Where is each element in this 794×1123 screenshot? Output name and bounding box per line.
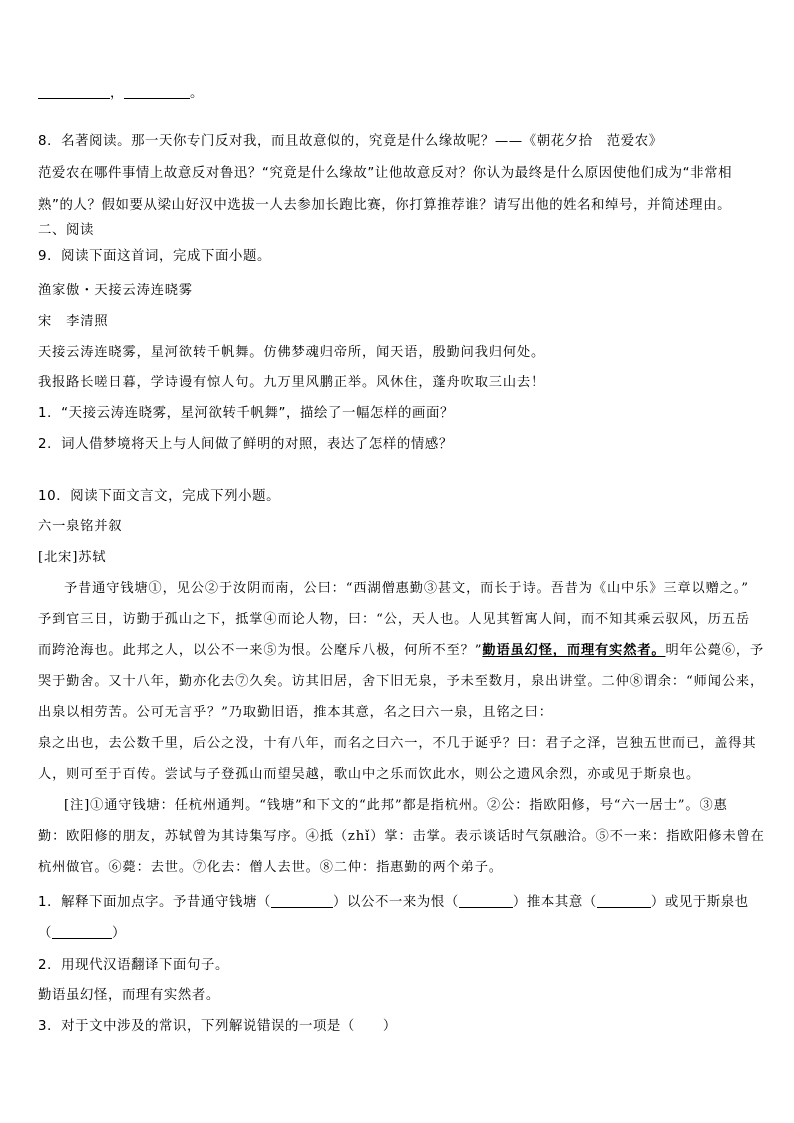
answer-blank[interactable] <box>271 893 333 908</box>
passage-line: 出泉以相劳苦。公可无言乎？”乃取勤旧语，推本其意，名之曰六一泉，且铭之曰： <box>38 705 553 720</box>
footnote-line: 勤：欧阳修的朋友，苏轼曾为其诗集写序。④抵（zhǐ）掌：击掌。表示谈话时气氛融洽。⑤不一来：指欧阳修未曾在 <box>38 829 765 844</box>
q9-sub-question: 1．“天接云涛连晓雾，星河欲转千帆舞”，描绘了一幅怎样的画面？ <box>38 406 454 421</box>
poem-line: 我报路长嗟日暮，学诗谩有惊人句。九万里风鹏正举。风休住，蓬舟吹取三山去！ <box>38 375 546 390</box>
poem-author: 宋 李清照 <box>38 314 109 329</box>
passage-line: 哭于勤舍。又十八年，勤亦化去⑦久矣。访其旧居，舍下旧无泉，予未至数月，泉出讲堂。二仲⑧谓余：“师闻公来， <box>38 674 765 689</box>
footnote-line: 杭州做官。⑥薨：去世。⑦化去：僧人去世。⑧二仲：指惠勤的两个弟子。 <box>38 860 503 875</box>
q10-sub-question-2: 2．用现代汉语翻译下面句子。 <box>38 958 229 973</box>
answer-blank[interactable] <box>459 893 513 908</box>
footnote-line: [注]①通守钱塘：任杭州通判。“钱塘”和下文的“此邦”都是指杭州。②公：指欧阳修，号“六一居士”。③惠 <box>64 798 728 813</box>
poem-line: 天接云涛连晓雾，星河欲转千帆舞。仿佛梦魂归帝所，闻天语，殷勤问我归何处。 <box>38 345 546 360</box>
q10-sub-question-1: 1．解释下面加点字。予昔通守钱塘（ ）以公不一来为恨（ ）推本其意（ ）或见于斯泉也 <box>38 895 749 910</box>
q10-sub-question-3: 3．对于文中涉及的常识，下列解说错误的一项是（ ） <box>38 1019 397 1034</box>
q8-question-line: 范爱农在哪件事情上故意反对鲁迅？“究竟是什么缘故”让他故意反对？你认为最终是什么原因使他们成为“非常相 <box>38 166 733 181</box>
answer-blank[interactable] <box>38 84 110 99</box>
q8-question-line: 熟”的人？假如要从梁山好汉中选拔一人去参加长跑比赛，你打算推荐谁？请写出他的姓名和绰号，并简述理由。 <box>38 198 732 213</box>
q7-answer-line: ， 。 <box>38 84 764 104</box>
passage-line: 予到官三日，访勤于孤山之下，抵掌④而论人物，曰：“公，天人也。人见其暂寓人间，而不知其乘云驭风，历五岳 <box>38 612 751 627</box>
q8-stem: 8．名著阅读。那一天你专门反对我，而且故意似的，究竟是什么缘故呢？——《朝花夕拾 范爱农》 <box>38 134 663 149</box>
q9-intro: 9．阅读下面这首词，完成下面小题。 <box>38 249 271 264</box>
q9-sub-question: 2．词人借梦境将天上与人间做了鲜明的对照，表达了怎样的情感？ <box>38 437 453 452</box>
q10-sub-question-1-cont: （ ） <box>38 926 126 941</box>
passage-author: [北宋]苏轼 <box>38 550 107 565</box>
passage-line: 予昔通守钱塘①，见公②于汝阴而南，公曰：“西湖僧惠勤③甚文，而长于诗。吾昔为《山中乐》三章以赠之。” <box>64 581 749 596</box>
answer-blank[interactable] <box>124 84 190 99</box>
answer-blank[interactable] <box>597 893 651 908</box>
section-heading: 二、阅读 <box>38 223 94 238</box>
q10-intro: 10．阅读下面文言文，完成下列小题。 <box>38 489 281 504</box>
underlined-sentence: 勤语虽幻怪，而理有实然者。 <box>482 643 666 658</box>
poem-title: 渔家傲・天接云涛连晓雾 <box>38 283 193 298</box>
passage-line: 人，则可至于百传。尝试与子登孤山而望吴越，歌山中之乐而饮此水，则公之遗风余烈，亦或见于斯泉也。 <box>38 767 701 782</box>
translation-sentence: 勤语虽幻怪，而理有实然者。 <box>38 988 220 1003</box>
passage-line: 而跨沧海也。此邦之人，以公不一来⑤为恨。公麾斥八极，何所不至？”勤语虽幻怪，而理有实然者。明年公薨⑥，予 <box>38 643 765 658</box>
passage-title: 六一泉铭并叙 <box>38 519 123 534</box>
passage-line: 泉之出也，去公数千里，后公之没，十有八年，而名之曰六一，不几于诞乎？曰：君子之泽，岂独五世而已，盖得其 <box>38 736 757 751</box>
answer-blank[interactable] <box>52 924 112 939</box>
